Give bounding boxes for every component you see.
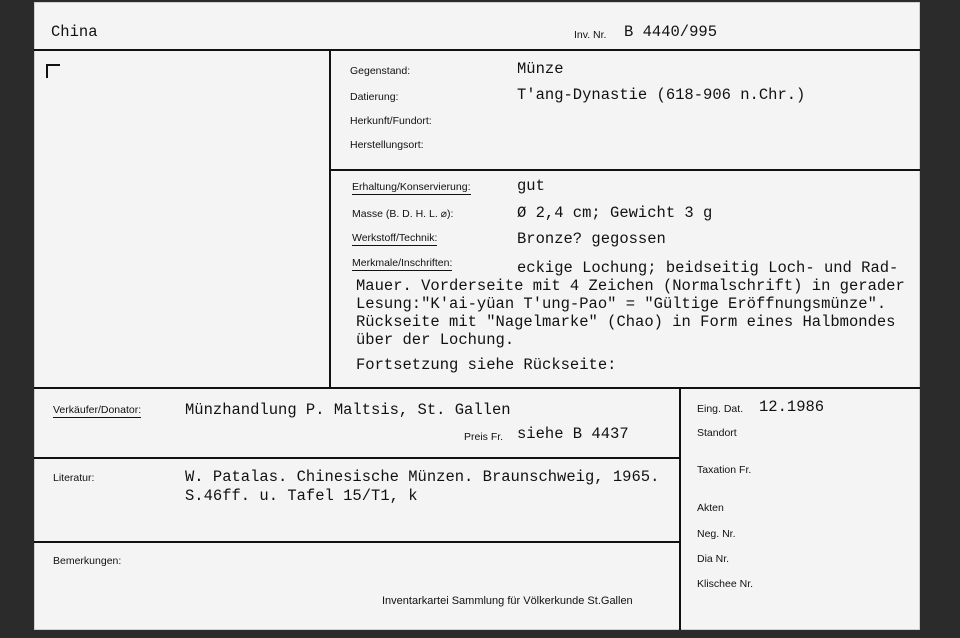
main-section-divider	[34, 387, 920, 389]
werkstoff-label: Werkstoff/Technik:	[352, 232, 438, 244]
gegenstand-label: Gegenstand:	[350, 65, 411, 77]
fortsetzung-text: Fortsetzung siehe Rückseite:	[356, 356, 617, 374]
header-divider	[34, 49, 920, 51]
dia-nr-label: Dia Nr.	[697, 553, 730, 565]
preis-value: siehe B 4437	[517, 425, 629, 443]
masse-label: Masse (B. D. H. L. ⌀):	[352, 208, 454, 220]
footer-text: Inventarkartei Sammlung für Völkerkunde St.Gallen	[382, 595, 633, 607]
herkunft-label: Herkunft/Fundort:	[350, 115, 432, 127]
merkmale-line-2: Mauer. Vorderseite mit 4 Zeichen (Normalschrift) in gerader	[356, 277, 905, 295]
inv-number: B 4440/995	[624, 23, 718, 41]
left-panel-divider	[329, 49, 331, 388]
merkmale-label: Merkmale/Inschriften:	[352, 257, 453, 269]
eing-dat-label: Eing. Dat.	[697, 403, 744, 415]
masse-value: Ø 2,4 cm; Gewicht 3 g	[517, 204, 713, 222]
datierung-label: Datierung:	[350, 91, 399, 103]
vendor-divider	[34, 457, 680, 459]
merkmale-line-4: Rückseite mit "Nagelmarke" (Chao) in Form eines Halbmondes	[356, 313, 896, 331]
bemerkungen-label: Bemerkungen:	[53, 555, 122, 567]
neg-nr-label: Neg. Nr.	[697, 528, 736, 540]
eing-dat-value: 12.1986	[759, 398, 825, 416]
merkmale-line-1: eckige Lochung; beidseitig Loch- und Rad-	[517, 259, 899, 277]
inv-number-label: Inv. Nr.	[574, 29, 607, 41]
akten-label: Akten	[697, 502, 724, 514]
taxation-label: Taxation Fr.	[697, 464, 752, 476]
literatur-line-1: W. Patalas. Chinesische Münzen. Braunschweig, 1965.	[185, 468, 660, 486]
side-panel-divider	[679, 387, 681, 630]
literatur-divider	[34, 541, 680, 543]
vendor-label: Verkäufer/Donator:	[53, 404, 142, 416]
vendor-value: Münzhandlung P. Maltsis, St. Gallen	[185, 401, 511, 419]
klischee-nr-label: Klischee Nr.	[697, 578, 754, 590]
gegenstand-value: Münze	[517, 60, 564, 78]
erhaltung-value: gut	[517, 177, 545, 195]
literatur-label: Literatur:	[53, 472, 95, 484]
merkmale-line-3: Lesung:"K'ai-yüan T'ung-Pao" = "Gültige Eröffnungsmünze".	[356, 295, 887, 313]
corner-mark	[46, 64, 60, 78]
preis-label: Preis Fr.	[464, 431, 504, 443]
datierung-value: T'ang-Dynastie (618-906 n.Chr.)	[517, 86, 806, 104]
werkstoff-value: Bronze? gegossen	[517, 230, 666, 248]
merkmale-line-5: über der Lochung.	[356, 331, 515, 349]
herstellungsort-label: Herstellungsort:	[350, 139, 424, 151]
literatur-line-2: S.46ff. u. Tafel 15/T1, k	[185, 487, 418, 505]
region-text: China	[51, 23, 98, 41]
standort-label: Standort	[697, 427, 737, 439]
inventory-card	[34, 2, 920, 630]
erhaltung-label: Erhaltung/Konservierung:	[352, 181, 471, 193]
object-section-divider	[330, 169, 920, 171]
